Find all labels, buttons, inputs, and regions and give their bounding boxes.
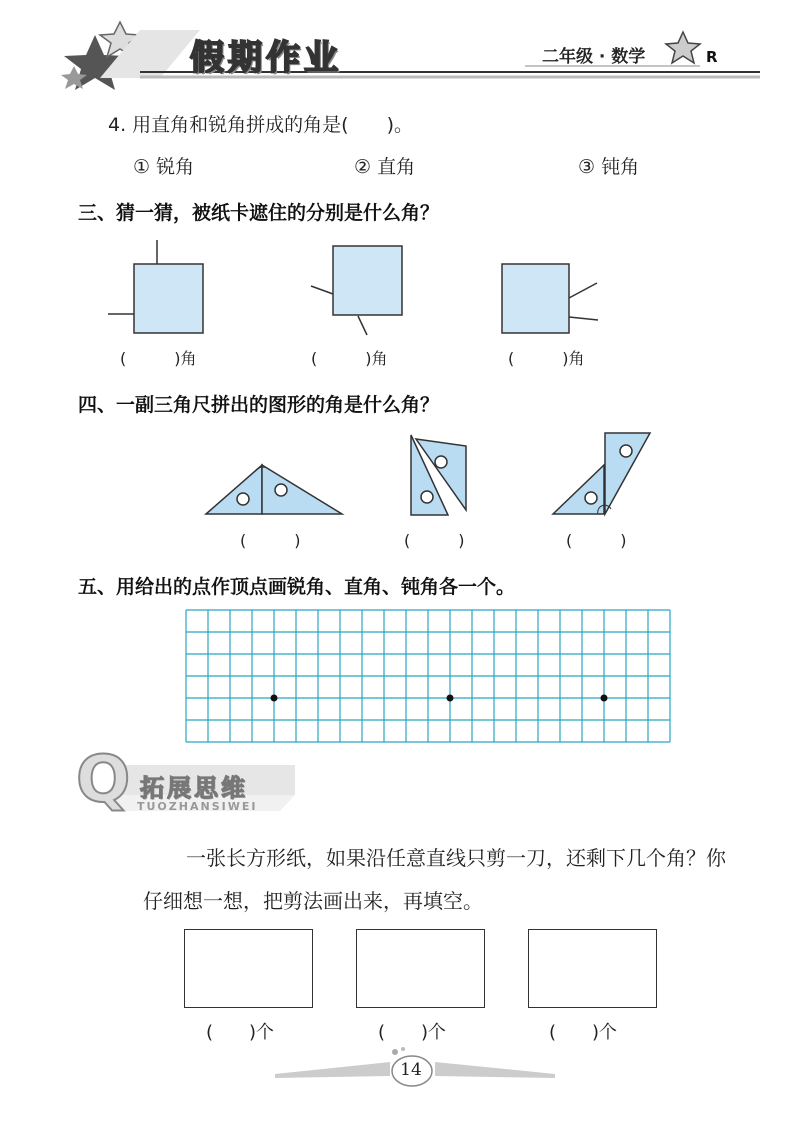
extension-q-icon: Q [76, 743, 131, 817]
card-figure-2 [311, 246, 402, 335]
card-figure-1 [108, 240, 203, 333]
extension-text-line1: 一张长方形纸，如果沿任意直线只剪一刀，还剩下几个角？你 [186, 846, 726, 870]
section4-answer-2[interactable]: ( ) [404, 531, 465, 550]
q4-option-2: ② 直角 [354, 156, 416, 178]
triangle-figure-1 [206, 465, 342, 514]
star-right-icon [666, 32, 700, 63]
extension-title-en: TUOZHANSIWEI [137, 800, 258, 813]
extension-answer-1[interactable]: ( )个 [206, 1022, 275, 1043]
section4-answer-1[interactable]: ( ) [240, 531, 301, 550]
grade-subject: 二年级 · 数学 [542, 47, 646, 67]
section3-answer-1[interactable]: ( )角 [120, 349, 197, 368]
triangle-figure-3 [553, 433, 650, 514]
cut-rectangle-2[interactable] [356, 929, 485, 1008]
grid-vertex-dot [601, 695, 608, 702]
grid-vertex-dot [447, 695, 454, 702]
section4-title: 四、一副三角尺拼出的图形的角是什么角？ [78, 394, 440, 416]
q4-option-3: ③ 钝角 [578, 156, 640, 178]
edition-badge: R [706, 48, 718, 66]
page-number: 14 [400, 1060, 422, 1080]
header-title: 假期作业 [190, 38, 342, 78]
card-figure-3 [502, 264, 598, 333]
extension-text-line2: 仔细想一想，把剪法画出来，再填空。 [143, 889, 483, 913]
section5-title: 五、用给出的点作顶点画锐角、直角、钝角各一个。 [78, 576, 516, 598]
triangle-figure-2 [411, 435, 466, 515]
section4-figures [0, 425, 800, 525]
section3-figures [0, 230, 800, 350]
cut-rectangle-3[interactable] [528, 929, 657, 1008]
section3-title: 三、猜一猜，被纸卡遮住的分别是什么角？ [78, 202, 440, 224]
q4-text: 4. 用直角和锐角拼成的角是( )。 [108, 114, 413, 136]
extension-answer-3[interactable]: ( )个 [549, 1022, 618, 1043]
q4-option-1: ① 锐角 [133, 156, 195, 178]
header-banner [0, 0, 800, 100]
extension-answer-2[interactable]: ( )个 [378, 1022, 447, 1043]
section4-answer-3[interactable]: ( ) [566, 531, 627, 550]
cut-rectangle-1[interactable] [184, 929, 313, 1008]
extension-title: 拓展思维 [140, 774, 248, 802]
grid-vertex-dot [271, 695, 278, 702]
section3-answer-2[interactable]: ( )角 [311, 349, 388, 368]
section3-answer-3[interactable]: ( )角 [508, 349, 585, 368]
dot-grid[interactable] [183, 607, 673, 747]
